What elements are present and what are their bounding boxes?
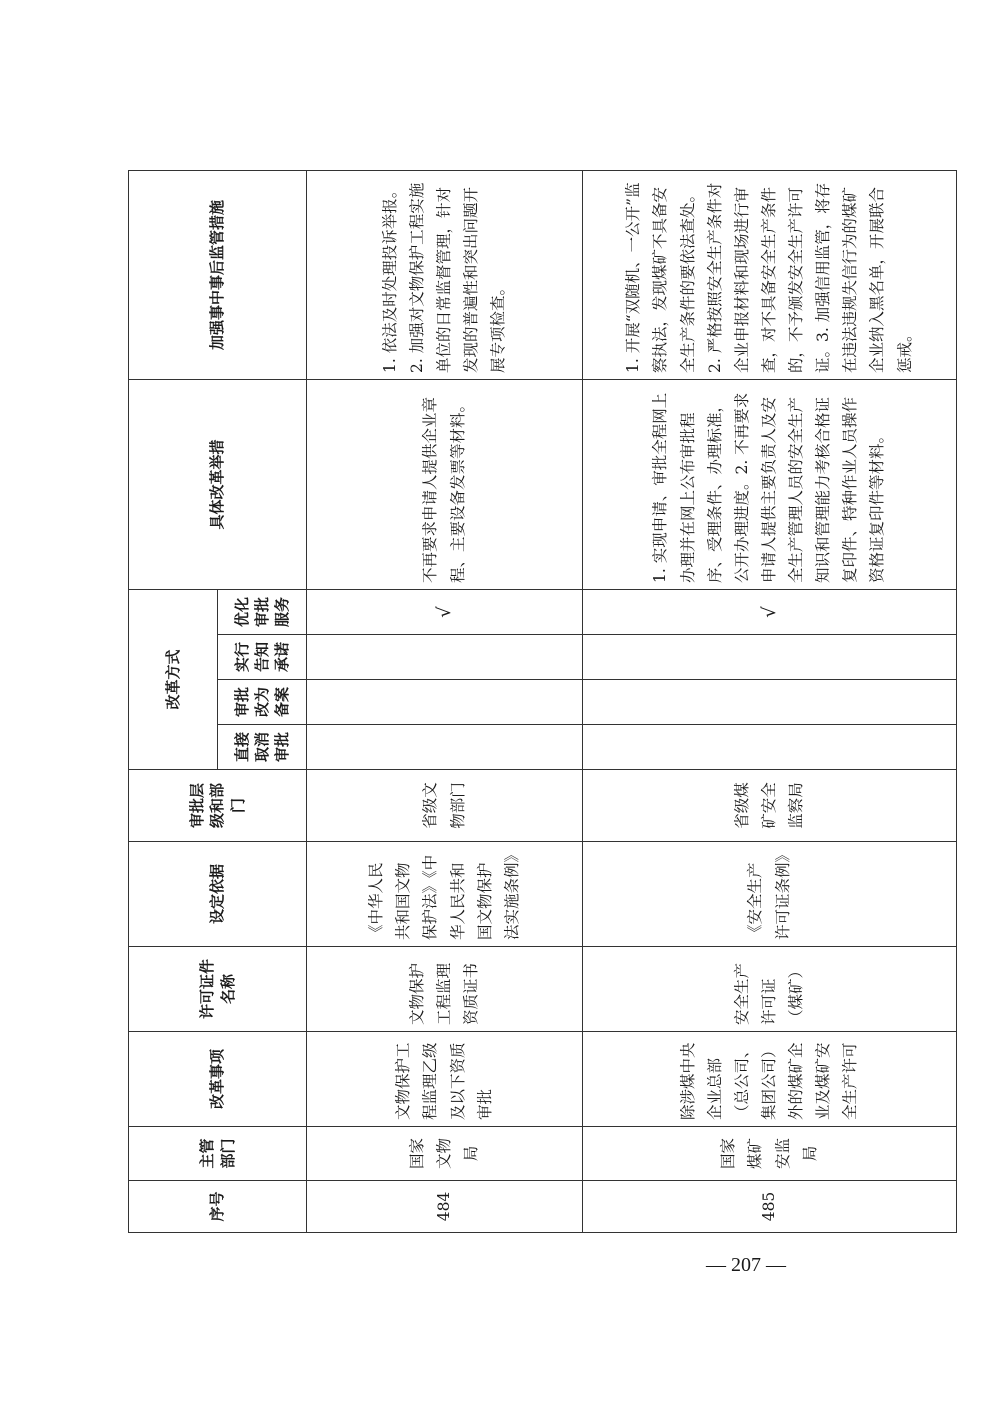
header-supervision: 加强事中事后监管措施 xyxy=(129,170,307,379)
cell-basis: 《中华人民共和国文物保护法》《中华人民共和国文物保护法实施条例》 xyxy=(307,842,583,947)
cell-dept: 国家煤矿安监局 xyxy=(583,1127,957,1181)
cell-permit: 安全生产许可证（煤矿） xyxy=(583,947,957,1032)
cell-level: 省级煤矿安全监察局 xyxy=(583,770,957,842)
cell-filing xyxy=(583,680,957,725)
cell-cancel xyxy=(583,725,957,770)
cell-filing xyxy=(307,680,583,725)
table-row xyxy=(583,170,957,1232)
reform-items-table xyxy=(128,170,957,1233)
cell-supervision: 1. 开展“双随机、一公开”监察执法，发现煤矿不具备安全生产条件的要依法查处。2. 严格按照安全生产条件对企业申报材料和现场进行审查，对不具备安全生产条件的，不予颁发安全生产许可证。3. 加强信用监管，将存在违法违规失信行为的煤矿企业纳入黑名单，开展联合惩戒。 xyxy=(583,170,957,379)
cell-measures: 不再要求申请人提供企业章程、主要设备发票等材料。 xyxy=(307,379,583,589)
header-measures: 具体改革举措 xyxy=(129,379,307,589)
cell-item: 文物保护工程监理乙级及以下资质审批 xyxy=(307,1032,583,1127)
table-row xyxy=(307,170,583,1232)
cell-notify xyxy=(583,635,957,680)
cell-dept: 国家文物局 xyxy=(307,1127,583,1181)
cell-basis: 《安全生产许可证条例》 xyxy=(583,842,957,947)
header-reform-group: 改革方式 xyxy=(129,589,218,769)
cell-permit: 文物保护工程监理资质证书 xyxy=(307,947,583,1032)
rotated-table-wrapper xyxy=(128,171,914,1233)
cell-optimize-check: √ xyxy=(583,589,957,634)
header-dept: 主管部门 xyxy=(129,1127,307,1181)
header-notify: 实行告知承诺 xyxy=(218,635,307,680)
cell-seq: 485 xyxy=(583,1181,957,1233)
header-item: 改革事项 xyxy=(129,1032,307,1127)
header-cancel: 直接取消审批 xyxy=(218,725,307,770)
header-level: 审批层级和部门 xyxy=(129,770,307,842)
page-number: — 207 — xyxy=(706,1254,786,1276)
header-seq: 序号 xyxy=(129,1181,307,1233)
cell-seq: 484 xyxy=(307,1181,583,1233)
cell-level: 省级文物部门 xyxy=(307,770,583,842)
cell-notify xyxy=(307,635,583,680)
header-filing: 审批改为备案 xyxy=(218,680,307,725)
header-basis: 设定依据 xyxy=(129,842,307,947)
header-optimize: 优化审批服务 xyxy=(218,589,307,634)
cell-item: 除涉煤中央企业总部（总公司、集团公司）外的煤矿企业及煤矿安全生产许可 xyxy=(583,1032,957,1127)
cell-optimize-check: √ xyxy=(307,589,583,634)
cell-measures: 1. 实现申请、审批全程网上办理并在网上公布审批程序、受理条件、办理标准，公开办理进度。2. 不再要求申请人提供主要负责人及安全生产管理人员的安全生产知识和管理能力考核合格证复印件、特种作业人员操作资格证复印件等材料。 xyxy=(583,379,957,589)
cell-supervision: 1. 依法及时处理投诉举报。2. 加强对文物保护工程实施单位的日常监督管理，针对发现的普遍性和突出问题开展专项检查。 xyxy=(307,170,583,379)
header-permit: 许可证件名称 xyxy=(129,947,307,1032)
cell-cancel xyxy=(307,725,583,770)
header-row xyxy=(129,170,218,1232)
